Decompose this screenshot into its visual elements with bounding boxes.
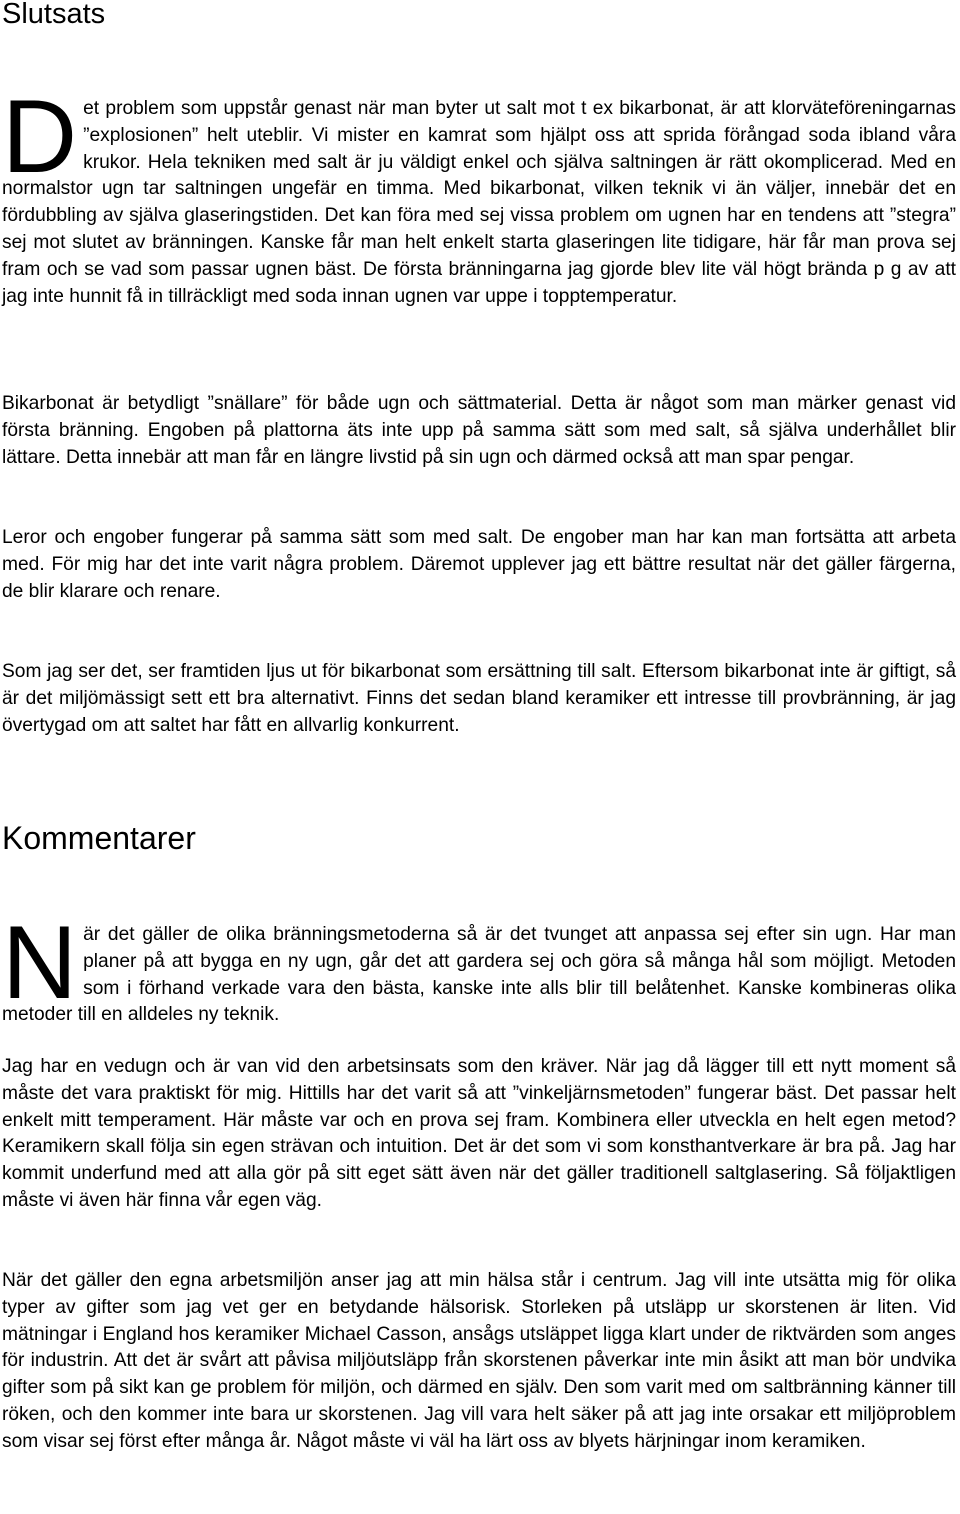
section-heading-kommentarer: Kommentarer <box>2 820 196 856</box>
paragraph <box>2 79 956 310</box>
paragraph: Som jag ser det, ser framtiden ljus ut för bikarbonat som ersättning till salt. Eftersom bikarbonat inte är giftigt, så är det miljömässigt sett ett bra alternativt. Finns det sedan bland keramiker ett intresse till provbränning, är jag övertygad om att saltet har fått en allvarlig konkurrent. <box>2 661 956 736</box>
section-heading-slutsats: Slutsats <box>2 0 106 30</box>
paragraph <box>2 905 956 1029</box>
paragraph: Bikarbonat är betydligt ”snällare” för både ugn och sättmaterial. Detta är något som man märker genast vid första bränning. Engoben på plattorna äts inte upp på samma sätt som med salt, så själva underhållet blir lättare. Detta innebär att man får en längre livstid på sin ugn och därmed också att man spar pengar. <box>2 393 956 468</box>
paragraph-text: et problem som uppstår genast när man byter ut salt mot t ex bikarbonat, är att klorväteföreningarnas ”explosionen” helt uteblir. Vi mister en kamrat som hjälpt oss att sprida förångad soda ibland våra krukor. Hela tekniken med salt är ju väldigt enkel och själva saltningen är rätt okomplicerad. Med en normalstor ugn tar saltningen ungefär en timma. Med bikarbonat, vilken teknik vi än väljer, innebär det en fördubbling av själva glaseringstiden. Det kan föra med sej vissa problem om ugnen har en tendens att ”stegra” sej mot slutet av bränningen. Kanske får man helt enkelt starta glaseringen lite tidigare, här får man prova sej fram och se vad som passar ugnen bäst. De första bränningarna jag gjorde blev lite väl högt brända p g av att jag inte hunnit få in tillräckligt med soda innan ugnen var uppe i topptemperatur. <box>2 98 956 307</box>
paragraph: När det gäller den egna arbetsmiljön anser jag att min hälsa står i centrum. Jag vill inte utsätta mig för olika typer av gifter som jag vet ger en betydande hälsorisk. Storleken på utsläpp ur skorstenen är liten. Vid mätningar i England hos keramiker Michael Casson, ansågs utsläppet ligga klart under de riktvärden som anges för industrin. Att det är svårt att påvisa miljöutsläpp från skorstenen påverkar inte min åsikt att man bör undvika gifter som på sikt kan ge problem för miljön, och därmed en själv. Den som varit med om saltbränning känner till röken, och den kommer inte bara ur skorstenen. Jag vill vara helt säker på att jag inte orsakar ett miljöproblem som visar sej först efter många år. Något måste vi väl ha lärt oss av blyets härjningar inom keramiken. <box>2 1270 956 1452</box>
paragraph: Jag har en vedugn och är van vid den arbetsinsats som den kräver. När jag då lägger till ett nytt moment så måste det vara praktiskt för mig. Hittills har det varit så att ”vinkeljärnsmetoden” fungerar bäst. Det passar helt enkelt mitt temperament. Här måste var och en prova sej fram. Kombinera eller utveckla en helt egen metod? Keramikern skall följa sin egen strävan och intuition. Det är det som vi som konsthantverkare är bra på. Jag har kommit underfund med att alla gör på sitt eget sätt även när det gäller traditionell saltglasering. Så följaktligen måste vi även här finna vår egen väg. <box>2 1056 956 1211</box>
drop-cap: D <box>2 79 78 195</box>
drop-cap: N <box>2 905 78 1021</box>
paragraph: Leror och engober fungerar på samma sätt som med salt. De engober man har kan man fortsätta att arbeta med. För mig har det inte varit några problem. Däremot upplever jag ett bättre resultat när det gäller färgerna, de blir klarare och renare. <box>2 527 956 602</box>
paragraph-text: är det gäller de olika bränningsmetoderna så är det tvunget att anpassa sej efter sin ugn. Har man planer på att bygga en ny ugn, går det att gardera sej och göra så många hål som möjligt. Metoden som i förhand verkade vara den bästa, kanske inte alls blir till belåtenhet. Kanske kombineras olika metoder till en alldeles ny teknik. <box>2 924 956 1026</box>
